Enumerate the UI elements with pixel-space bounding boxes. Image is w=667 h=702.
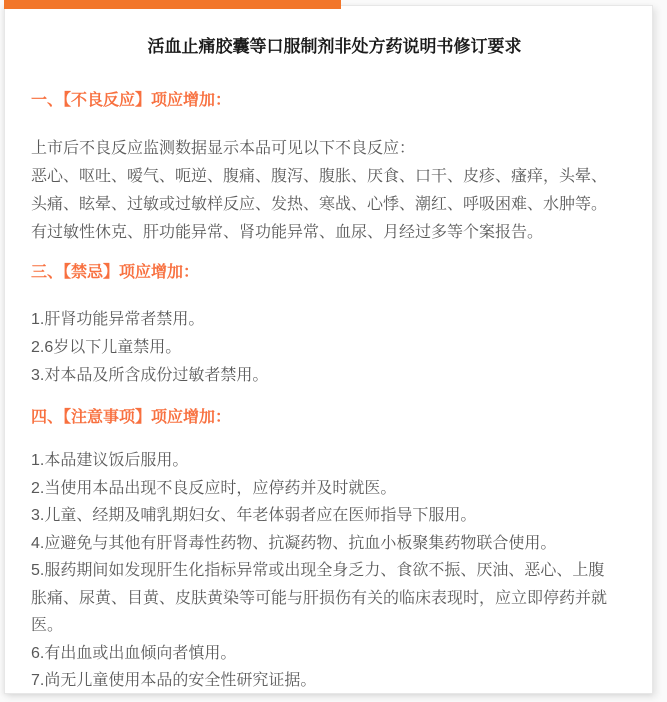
list-item: 4.应避免与其他有肝肾毒性药物、抗凝药物、抗血小板聚集药物联合使用。 [31,534,557,552]
section-heading-precautions: 四、【注意事项】项应增加： [31,409,232,426]
paragraph-line: 有过敏性休克、肝功能异常、肾功能异常、血尿、月经过多等个案报告。 [31,224,544,241]
article-card [4,5,653,694]
list-item: 2.6岁以下儿童禁用。 [31,339,182,356]
section-body-adverse-reactions [31,135,638,247]
section-contraindications [31,262,638,390]
section-body-precautions [31,447,638,694]
paragraph-line: 恶心、呕吐、嗳气、呃逆、腹痛、腹泻、腹胀、厌食、口干、皮疹、瘙痒，头晕、 [31,168,608,185]
section-heading-contraindications: 三、【禁忌】项应增加： [31,264,200,281]
top-progress-bar [4,0,341,9]
list-item: 3.对本品及所含成份过敏者禁用。 [31,367,269,384]
paragraph-line: 头痛、眩晕、过敏或过敏样反应、发热、寒战、心悸、潮红、呼吸困难、水肿等。 [31,196,608,213]
page-title: 活血止痛胶囊等口服制剂非处方药说明书修订要求 [147,37,522,56]
paragraph-line: 上市后不良反应监测数据显示本品可见以下不良反应： [31,140,416,157]
list-item-continuation: 医。 [31,617,64,634]
list-item: 7.尚无儿童使用本品的安全性研究证据。 [31,672,317,689]
list-item: 1.本品建议饭后服用。 [31,452,189,469]
list-item: 2.当使用本品出现不良反应时，应停药并及时就医。 [31,479,397,497]
list-item: 6.有出血或出血倾向者慎用。 [31,644,237,662]
list-item: 5.服药期间如发现肝生化指标异常或出现全身乏力、食欲不振、厌油、恶心、上腹 [31,562,605,579]
list-item: 1.肝肾功能异常者禁用。 [31,311,205,328]
section-body-contraindications [31,306,638,390]
section-precautions [31,407,638,694]
list-item-continuation: 胀痛、尿黄、目黄、皮肤黄染等可能与肝损伤有关的临床表现时，应立即停药并就 [31,589,608,607]
list-item: 3.儿童、经期及哺乳期妇女、年老体弱者应在医师指导下服用。 [31,507,477,524]
section-heading-adverse-reactions: 一、【不良反应】项应增加： [31,92,232,109]
section-adverse-reactions [31,90,638,247]
